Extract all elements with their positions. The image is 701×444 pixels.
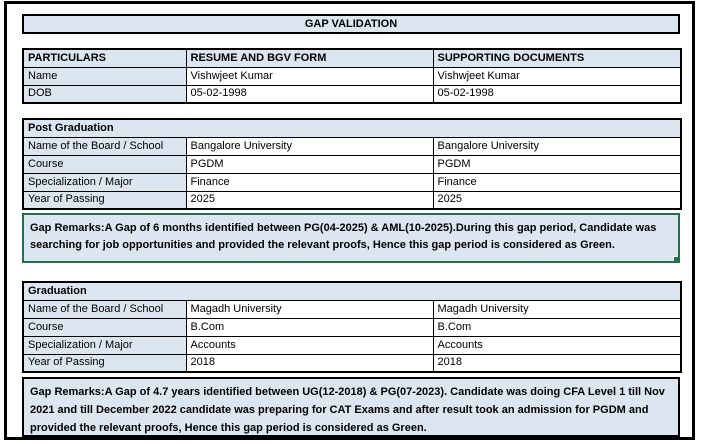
column-header-supporting: SUPPORTING DOCUMENTS bbox=[433, 49, 681, 67]
table-row bbox=[23, 191, 681, 209]
pg-gap-remarks-cell[interactable] bbox=[22, 213, 680, 263]
column-header-particulars: PARTICULARS bbox=[23, 49, 186, 67]
table-row bbox=[23, 300, 681, 318]
table-row bbox=[23, 318, 681, 336]
dob-resume-cell[interactable]: 05-02-1998 bbox=[186, 85, 433, 103]
pg-board-supporting-cell[interactable]: Bangalore University bbox=[433, 137, 681, 155]
pg-specialization-supporting-cell[interactable]: Finance bbox=[433, 173, 681, 191]
ug-year-supporting-cell[interactable]: 2018 bbox=[433, 354, 681, 372]
ug-course-resume-cell[interactable]: B.Com bbox=[186, 318, 433, 336]
ug-year-resume-cell[interactable]: 2018 bbox=[186, 354, 433, 372]
ug-board-supporting-cell[interactable]: Magadh University bbox=[433, 300, 681, 318]
table-row bbox=[23, 354, 681, 372]
pg-year-supporting-cell[interactable]: 2025 bbox=[433, 191, 681, 209]
page-title-text: GAP VALIDATION bbox=[304, 18, 398, 30]
pg-year-resume-cell[interactable]: 2025 bbox=[186, 191, 433, 209]
row-label-course: Course bbox=[23, 318, 186, 336]
column-header-resume: RESUME AND BGV FORM bbox=[186, 49, 433, 67]
table-row bbox=[23, 155, 681, 173]
table-row bbox=[23, 67, 681, 85]
row-label-specialization: Specialization / Major bbox=[23, 173, 186, 191]
ug-gap-remarks-text: Gap Remarks:A Gap of 4.7 years identified between UG(12-2018) & PG(07-2023). Candidate was doing CFA Level 1 till Nov 2021 and till December 2022 candidate was preparing for CAT Exams and after result took an admission for PGDM and provided the relevant proofs, Hence this gap period is considered as Green. bbox=[30, 386, 665, 434]
section-title-graduation: Graduation bbox=[23, 282, 681, 300]
dob-supporting-cell[interactable]: 05-02-1998 bbox=[433, 85, 681, 103]
post-graduation-table bbox=[22, 118, 682, 210]
name-resume-cell[interactable]: Vishwjeet Kumar bbox=[186, 67, 433, 85]
table-row bbox=[23, 137, 681, 155]
ug-gap-remarks-cell[interactable] bbox=[22, 377, 680, 437]
row-label-year-of-passing: Year of Passing bbox=[23, 191, 186, 209]
ug-specialization-supporting-cell[interactable]: Accounts bbox=[433, 336, 681, 354]
ug-specialization-resume-cell[interactable]: Accounts bbox=[186, 336, 433, 354]
section-title-post-graduation: Post Graduation bbox=[23, 119, 681, 137]
row-label-specialization: Specialization / Major bbox=[23, 336, 186, 354]
table-row bbox=[23, 173, 681, 191]
table-row bbox=[23, 85, 681, 103]
row-label-name: Name bbox=[23, 67, 186, 85]
pg-gap-remarks-text: Gap Remarks:A Gap of 6 months identified between PG(04-2025) & AML(10-2025).During this gap period, Candidate was searching for job opportunities and provided the relevant proofs, Hence this gap period is considered as Green. bbox=[30, 222, 657, 251]
pg-board-resume-cell[interactable]: Bangalore University bbox=[186, 137, 433, 155]
row-label-board-school: Name of the Board / School bbox=[23, 137, 186, 155]
row-label-board-school: Name of the Board / School bbox=[23, 300, 186, 318]
pg-specialization-resume-cell[interactable]: Finance bbox=[186, 173, 433, 191]
section-header-row bbox=[23, 282, 681, 300]
name-supporting-cell[interactable]: Vishwjeet Kumar bbox=[433, 67, 681, 85]
table-header-row bbox=[23, 49, 681, 67]
personal-details-table bbox=[22, 48, 682, 104]
table-row bbox=[23, 336, 681, 354]
section-header-row bbox=[23, 119, 681, 137]
pg-course-resume-cell[interactable]: PGDM bbox=[186, 155, 433, 173]
pg-course-supporting-cell[interactable]: PGDM bbox=[433, 155, 681, 173]
row-label-dob: DOB bbox=[23, 85, 186, 103]
ug-board-resume-cell[interactable]: Magadh University bbox=[186, 300, 433, 318]
graduation-table bbox=[22, 281, 682, 373]
ug-course-supporting-cell[interactable]: B.Com bbox=[433, 318, 681, 336]
page-title bbox=[22, 14, 680, 34]
row-label-year-of-passing: Year of Passing bbox=[23, 354, 186, 372]
selection-fill-handle[interactable] bbox=[673, 256, 680, 263]
row-label-course: Course bbox=[23, 155, 186, 173]
